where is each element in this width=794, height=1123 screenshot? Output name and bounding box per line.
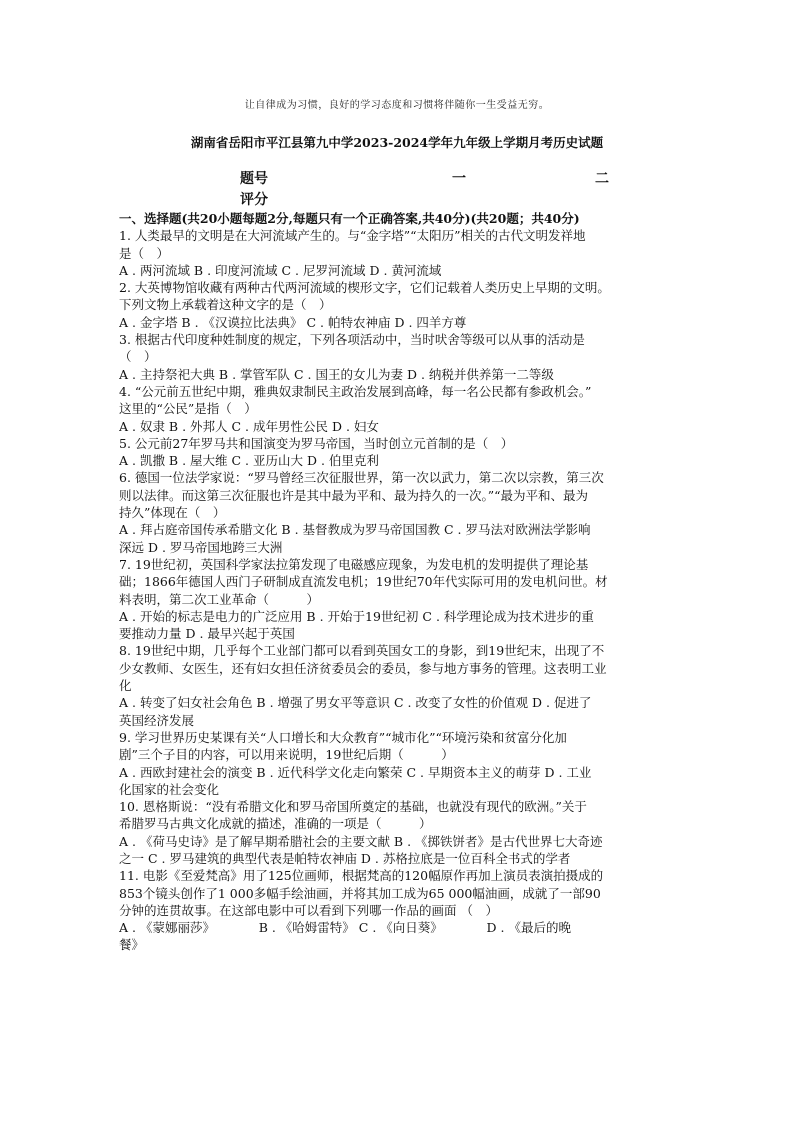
text-line: 英国经济发展: [119, 712, 195, 728]
text-line: A . 西欧封建社会的演变 B . 近代科学文化走向繁荣 C . 早期资本主义的萌芽 D . 工业: [119, 764, 592, 780]
text-line: A . 拜占庭帝国传承希腊文化 B . 基督教成为罗马帝国国教 C . 罗马法对欧洲法学影响: [119, 522, 591, 538]
text-line: 是（ ）: [119, 245, 170, 261]
text-line: A . 两河流域 B . 印度河流域 C . 尼罗河流域 D . 黄河流域: [119, 262, 442, 278]
text-line: 之一 C . 罗马建筑的典型代表是帕特农神庙 D . 苏格拉底是一位百科全书式的学者: [119, 850, 571, 866]
text-line: 10. 恩格斯说：“没有希腊文化和罗马帝国所奠定的基础，也就没有现代的欧洲。”关于: [119, 799, 587, 815]
score-table: [240, 168, 640, 208]
text-line: 8. 19世纪中期，几乎每个工业部门都可以看到英国女工的身影，到19世纪末，出现了不: [119, 643, 605, 659]
text-line: 6. 德国一位法学家说：“罗马曾经三次征服世界，第一次以武力，第二次以宗教，第三次: [119, 470, 604, 486]
text-line: 下列文物上承载着这种文字的是（ ）: [119, 297, 332, 313]
text-line: A . 开始的标志是电力的广泛应用 B . 开始于19世纪初 C . 科学理论成为技术进步的重: [119, 608, 594, 624]
text-line: 3. 根据古代印度种姓制度的规定，下列各项活动中，当时吠舍等级可以从事的活动是: [119, 332, 585, 348]
text-line: 853个镜头创作了1 000多幅手绘油画，并将其加工成为65 000幅油画，成就了一部90: [119, 885, 601, 901]
text-line: 9. 学习世界历史某课有关“人口增长和大众教育”“城市化”“环境污染和贫富分化加: [119, 729, 567, 745]
text-line: 4. “公元前五世纪中期，雅典奴隶制民主政治发展到高峰，每一名公民都有参政机会。”: [119, 383, 592, 399]
exam-title: 湖南省岳阳市平江县第九中学2023-2024学年九年级上学期月考历史试题: [190, 135, 604, 150]
text-line: 少女教师、女医生，还有妇女担任济贫委员会的委员，参与地方事务的管理。这表明工业: [119, 660, 607, 676]
text-line: （ ）: [119, 349, 157, 365]
score-table-col-1: 一: [452, 171, 466, 187]
text-line: A . 主持祭祀大典 B . 掌管军队 C . 国王的女儿为妻 D . 纳税并供养第一二等级: [119, 366, 554, 382]
text-line: 希腊罗马古典文化成就的描述，准确的一项是（ ）: [119, 816, 432, 832]
text-line: 7. 19世纪初，英国科学家法拉第发现了电磁感应现象，为发电机的发明提供了理论基: [119, 556, 589, 572]
text-line: 化国家的社会变化: [119, 781, 220, 797]
text-line: 深远 D . 罗马帝国地跨三大洲: [119, 539, 283, 555]
text-line: 5. 公元前27年罗马共和国演变为罗马帝国，当时创立元首制的是（ ）: [119, 435, 514, 451]
score-table-row-label-question-no: 题号: [240, 171, 268, 187]
text-line: A . 金字塔 B . 《汉谟拉比法典》 C . 帕特农神庙 D . 四羊方尊: [119, 314, 467, 330]
question-body: [119, 210, 679, 954]
text-line: A . 转变了妇女社会角色 B . 增强了男女平等意识 C . 改变了女性的价值观 D . 促进了: [119, 695, 592, 711]
score-table-row-label-score: 评分: [240, 192, 268, 208]
text-line: 化: [119, 678, 132, 694]
text-line: 则以法律。而这第三次征服也许是其中最为平和、最为持久的一次。”“最为平和、最为: [119, 487, 589, 503]
text-line: 这里的“公民”是指（ ）: [119, 401, 257, 417]
text-line: 11. 电影《至爱梵高》用了125位画师，根据梵高的120幅原作再加上演员表演拍摄成的: [119, 868, 604, 884]
text-line: A . 凯撒 B . 屋大维 C . 亚历山大 D . 伯里克利: [119, 453, 379, 469]
text-line: A . 《荷马史诗》是了解早期希腊社会的主要文献 B . 《掷铁饼者》是古代世界七大奇迹: [119, 833, 603, 849]
section-heading: 一、选择题(共20小题每题2分,每题只有一个正确答案,共40分)(共20题；共40分): [119, 211, 580, 226]
text-line: 要推动力量 D . 最早兴起于英国: [119, 626, 295, 642]
text-line: 料表明，第二次工业革命（ ）: [119, 591, 320, 607]
text-line: 础；1866年德国人西门子研制成直流发电机；19世纪70年代实际可用的发电机问世。材: [119, 574, 608, 590]
header-motto: 让自律成为习惯，良好的学习态度和习惯将伴随你一生受益无穷。: [244, 100, 550, 111]
text-line: 持久”体现在（ ）: [119, 505, 226, 521]
text-line: A . 《蒙娜丽莎》 B . 《哈姆雷特》 C . 《向日葵》 D . 《最后的晚: [119, 920, 571, 936]
text-line: 分钟的连贯故事。在这部电影中可以看到下列哪一作品的画面 （ ）: [119, 902, 498, 918]
text-line: 剧”三个子目的内容，可以用来说明，19世纪后期（ ）: [119, 747, 454, 763]
score-table-col-2: 二: [595, 171, 609, 187]
text-line: 1. 人类最早的文明是在大河流域产生的。与“金字塔”“太阳历”相关的古代文明发祥地: [119, 228, 586, 244]
text-line: 餐》: [119, 937, 145, 953]
text-line: 2. 大英博物馆收藏有两种古代两河流域的楔形文字，它们记载着人类历史上早期的文明。: [119, 280, 610, 296]
text-line: A . 奴隶 B . 外邦人 C . 成年男性公民 D . 妇女: [119, 418, 379, 434]
